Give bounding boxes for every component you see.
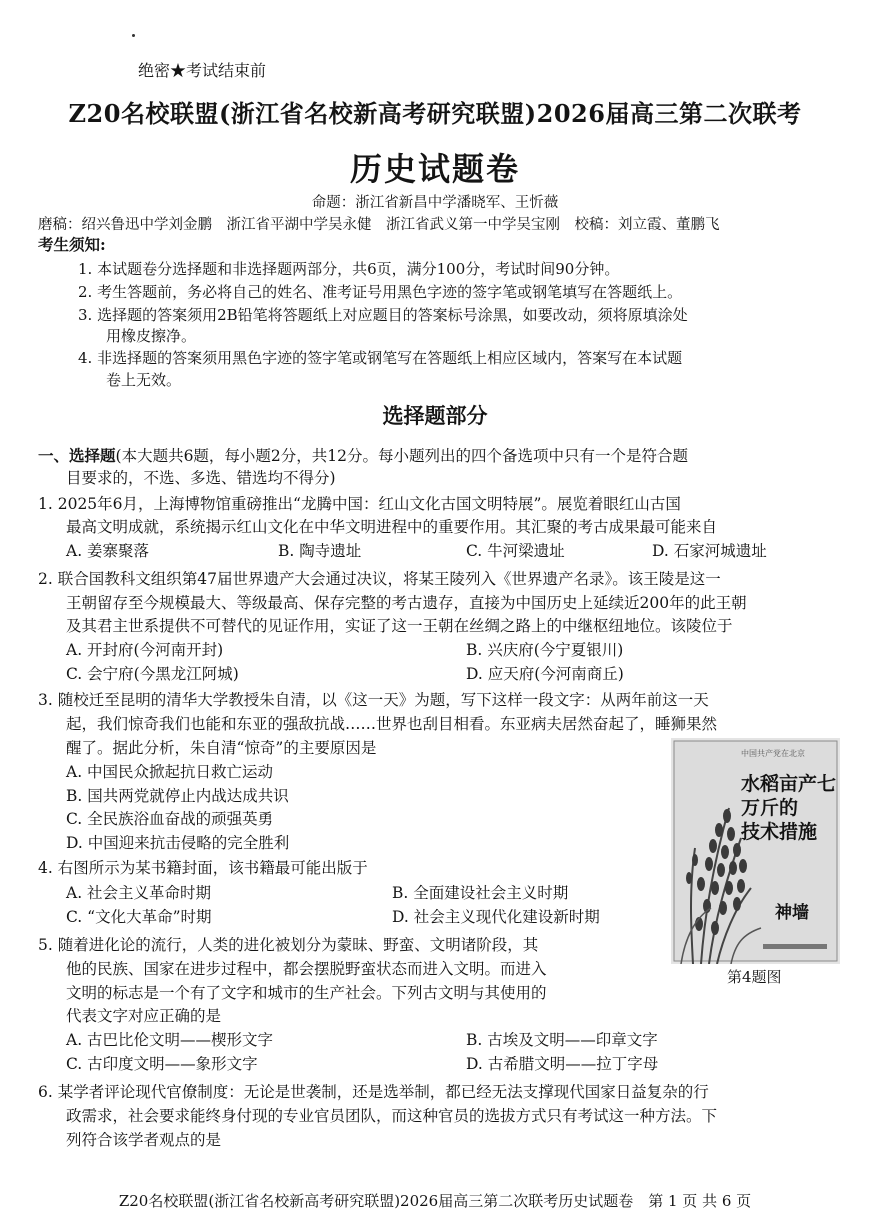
question-3-text: 起，我们惊奇我们也能和东亚的强敌抗战……世界也刮目相看。东亚病夫居然奋起了，睡狮果然 [66, 715, 718, 733]
q4-option-d: D. 社会主义现代化建设新时期 [392, 908, 600, 926]
reviewers-line: 磨稿：绍兴鲁迅中学刘金鹏 浙江省平湖中学吴永健 浙江省武义第一中学吴宝刚 校稿：刘立霞、董鹏飞 [38, 217, 720, 233]
notice-title: 考生须知: [38, 235, 106, 254]
question-3-text: 醒了。据此分析，朱自清“惊奇”的主要原因是 [66, 739, 377, 757]
section-title: 选择题部分 [382, 403, 488, 428]
cover-publisher-mark [763, 944, 827, 949]
scan-speck [132, 34, 135, 37]
cover-title-line-1: 水稻亩产七万斤的 [741, 773, 837, 819]
question-5-text: 文明的标志是一个有了文字和城市的生产社会。下列古文明与其使用的 [66, 984, 547, 1002]
cover-author: 神墙 [775, 903, 809, 923]
question-5-text: 他的民族、国家在进步过程中，都会摆脱野蛮状态而进入文明。而进入 [66, 960, 547, 978]
notice-item: 用橡皮擦净。 [106, 327, 197, 345]
question-2-text: 及其君主世系提供不可替代的见证作用，实证了这一王朝在丝绸之路上的中继枢纽地位。该陵位于 [66, 617, 733, 635]
q2-option-d: D. 应天府(今河南商丘) [466, 665, 624, 683]
q5-option-b: B. 古埃及文明——印章文字 [466, 1031, 658, 1049]
q5-option-c: C. 古印度文明——象形文字 [66, 1055, 258, 1073]
part-one-label: 一、选择题 [38, 446, 116, 465]
q1-option-a: A. 姜寨聚落 [66, 542, 150, 560]
question-1-text: 1. 2025年6月，上海博物馆重磅推出“龙腾中国：红山文化古国文明特展”。展览着眼红山古国 [38, 495, 681, 513]
question-3-text: 3. 随校迁至昆明的清华大学教授朱自清，以《这一天》为题，写下这样一段文字：从两年前这一天 [38, 691, 709, 709]
cover-title-line-2: 技术措施 [741, 821, 818, 843]
question-5-text: 代表文字对应正确的是 [66, 1007, 222, 1025]
setter-line: 命题：浙江省新昌中学潘晓军、王忻薇 [311, 195, 559, 211]
q2-option-a: A. 开封府(今河南开封) [66, 641, 224, 659]
q3-option-d: D. 中国迎来抗击侵略的完全胜利 [66, 834, 290, 852]
q4-option-c: C. “文化大革命”时期 [66, 908, 212, 926]
q1-option-b: B. 陶寺遗址 [278, 542, 362, 560]
exam-title: Z20名校联盟(浙江省名校新高考研究联盟)2026届高三第二次联考 [68, 99, 802, 128]
question-6-text: 列符合该学者观点的是 [66, 1131, 222, 1149]
notice-item: 2. 考生答题前，务必将自己的姓名、准考证号用黑色字迹的签字笔或钢笔填写在答题纸上。 [78, 283, 683, 301]
notice-item: 4. 非选择题的答案须用黑色字迹的签字笔或钢笔写在答题纸上相应区域内，答案写在本试题 [78, 349, 683, 367]
confidential-mark: 绝密★考试结束前 [138, 61, 267, 80]
q4-option-a: A. 社会主义革命时期 [66, 884, 212, 902]
book-cover-image [671, 738, 840, 964]
notice-item: 1. 本试题卷分选择题和非选择题两部分，共6页，满分100分，考试时间90分钟。 [78, 260, 620, 278]
part-one-text: (本大题共6题，每小题2分，共12分。每小题列出的四个备选项中只有一个是符合题 [115, 447, 689, 465]
q5-option-a: A. 古巴比伦文明——楔形文字 [66, 1031, 274, 1049]
question-2-text: 2. 联合国教科文组织第47届世界遗产大会通过决议，将某王陵列入《世界遗产名录》。该王陵是这一 [38, 570, 721, 588]
q2-option-b: B. 兴庆府(今宁夏银川) [466, 641, 624, 659]
q1-option-c: C. 牛河梁遗址 [466, 542, 565, 560]
part-one-instructions [38, 444, 688, 466]
question-1-text: 最高文明成就，系统揭示红山文化在中华文明进程中的重要作用。其汇聚的考古成果最可能来自 [66, 518, 718, 536]
question-5-text: 5. 随着进化论的流行，人类的进化被划分为蒙昧、野蛮、文明诸阶段，其 [38, 936, 539, 954]
q2-option-c: C. 会宁府(今黑龙江阿城) [66, 665, 239, 683]
q3-option-c: C. 全民族浴血奋战的顽强英勇 [66, 810, 274, 828]
q3-option-a: A. 中国民众掀起抗日救亡运动 [66, 763, 274, 781]
notice-item: 卷上无效。 [106, 371, 182, 389]
figure-caption: 第4题图 [727, 968, 782, 986]
q4-option-b: B. 全面建设社会主义时期 [392, 884, 569, 902]
cover-small-text: 中国共产党在北京 [741, 749, 805, 758]
part-one-text-cont: 目要求的，不选、多选、错选均不得分) [66, 469, 336, 487]
page-footer: Z20名校联盟(浙江省名校新高考研究联盟)2026届高三第二次联考历史试题卷 第 1 页 共 6 页 [118, 1192, 752, 1210]
question-4-text: 4. 右图所示为某书籍封面，该书籍最可能出版于 [38, 859, 368, 877]
q3-option-b: B. 国共两党就停止内战达成共识 [66, 787, 289, 805]
question-2-text: 王朝留存至今规模最大、等级最高、保存完整的考古遗存，直接为中国历史上延续近200年的此王朝 [66, 594, 747, 612]
q5-option-d: D. 古希腊文明——拉丁字母 [466, 1055, 659, 1073]
question-6-text: 政需求，社会要求能终身付现的专业官员团队，而这种官员的选拔方式只有考试这一种方法。下 [66, 1107, 718, 1125]
cover-title [741, 772, 836, 844]
notice-item: 3. 选择题的答案须用2B铅笔将答题纸上对应题目的答案标号涂黑，如要改动，须将原填涂处 [78, 306, 688, 324]
subject-title: 历史试题卷 [349, 150, 520, 188]
question-6-text: 6. 某学者评论现代官僚制度：无论是世袭制，还是选举制，都已经无法支撑现代国家日益复杂的行 [38, 1083, 709, 1101]
q1-option-d: D. 石家河城遗址 [652, 542, 767, 560]
